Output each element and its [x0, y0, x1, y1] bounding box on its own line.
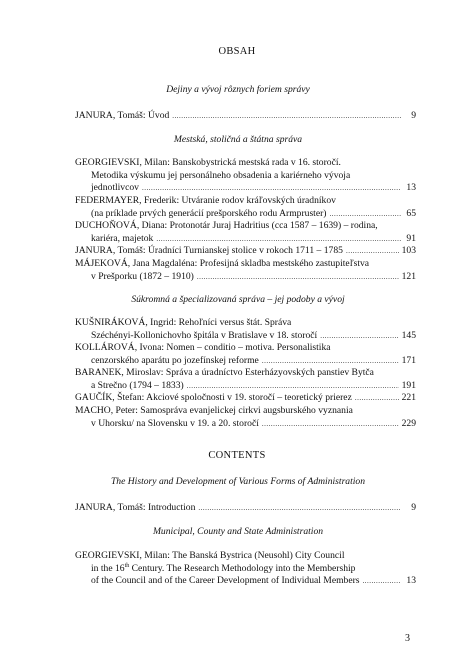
- entry-page: 145: [401, 329, 416, 341]
- leader-dots: [197, 271, 399, 284]
- leader-dots: [363, 575, 401, 588]
- entry-page: 221: [401, 392, 416, 403]
- contents-heading-sk: OBSAH: [218, 46, 256, 57]
- toc-entry[interactable]: [75, 502, 416, 515]
- toc-entry[interactable]: [75, 195, 416, 220]
- toc-entry[interactable]: [75, 317, 416, 342]
- entry-text: JANURA, Tomáš: Introduction: [75, 502, 196, 513]
- leader-dots: [346, 245, 399, 258]
- entry-text: FEDERMAYER, Frederik: Utváranie rodov kráľovských úradníkov: [75, 195, 336, 206]
- entry-page: 9: [411, 110, 416, 121]
- entry-page: 91: [406, 232, 416, 244]
- entry-text: Széchényi-Kollonichovho špitála v Bratislave v 18. storočí: [91, 329, 318, 341]
- entry-text: BARANEK, Miroslav: Správa a úradníctvo Esterházyovských panstiev Bytča: [75, 367, 374, 378]
- entry-text: JANURA, Tomáš: Úvod: [75, 110, 170, 121]
- entry-text: MÁJEKOVÁ, Jana Magdaléna: Profesijná skladba mestského zastupiteľstva: [75, 258, 370, 269]
- entry-text: in the 16th Century. The Research Methodology into the Membership: [91, 562, 356, 574]
- leader-dots: [330, 208, 402, 221]
- leader-dots: [156, 233, 401, 246]
- toc-entry[interactable]: [75, 157, 416, 195]
- toc-entry[interactable]: [75, 220, 416, 245]
- leader-dots: [262, 355, 399, 368]
- leader-dots: [142, 182, 401, 195]
- entry-text: of the Council and of the Career Development of Individual Members: [91, 575, 360, 587]
- toc-entry[interactable]: [75, 245, 416, 258]
- toc-entry[interactable]: [75, 405, 416, 430]
- leader-dots: [172, 110, 401, 123]
- leader-dots: [198, 502, 401, 515]
- entry-text: KUŠNIRÁKOVÁ, Ingrid: Rehoľníci versus štát. Správa: [75, 317, 292, 328]
- entry-text: GAUČÍK, Štefan: Akciové spoločnosti v 19. storočí – teoretický prierez: [75, 392, 352, 403]
- section-heading: The History and Development of Various Forms of Administration: [110, 476, 366, 487]
- entry-text: (na príklade prvých generácií prešporského rodu Armpruster): [91, 207, 327, 219]
- leader-dots: [187, 380, 399, 393]
- entry-page: 191: [401, 379, 416, 391]
- section-heading: Municipal, County and State Administration: [152, 526, 324, 537]
- leader-dots: [355, 392, 399, 405]
- section-heading: Mestská, stoličná a štátna správa: [173, 134, 303, 145]
- entry-text: MACHO, Peter: Samospráva evanjelickej cirkvi augsburského vyznania: [75, 405, 353, 416]
- entry-page: 171: [401, 354, 416, 366]
- toc-entry[interactable]: [75, 342, 416, 367]
- page-number: 3: [405, 633, 410, 644]
- entry-text: jednotlivcov: [91, 182, 139, 194]
- entry-page: 103: [401, 245, 416, 256]
- entry-text: GEORGIEVSKI, Milan: Banskobystrická mestská rada v 16. storočí.: [75, 157, 341, 168]
- toc-entry[interactable]: [75, 110, 416, 123]
- entry-page: 9: [411, 502, 416, 513]
- toc-entry[interactable]: [75, 550, 416, 588]
- entry-page: 121: [401, 270, 416, 282]
- entry-text: DUCHOŇOVÁ, Diana: Protonotár Juraj Hadritius (cca 1587 – 1639) – rodina,: [75, 220, 378, 231]
- entry-page: 229: [401, 417, 416, 429]
- entry-text: KOLLÁROVÁ, Ivona: Nomen – conditio – motiva. Personalistika: [75, 342, 331, 353]
- entry-text: a Strečno (1794 – 1833): [91, 379, 184, 391]
- toc-entry[interactable]: [75, 258, 416, 283]
- section-heading: Súkromná a špecializovaná správa – jej podoby a vývoj: [131, 294, 345, 305]
- entry-page: 13: [406, 182, 416, 194]
- entry-text: v Uhorsku/ na Slovensku v 19. a 20. storočí: [91, 417, 259, 429]
- section-heading: Dejiny a vývoj rôznych foriem správy: [166, 84, 310, 95]
- toc-entry[interactable]: [75, 392, 416, 405]
- entry-text: cenzorského aparátu po jozefínskej reforme: [91, 354, 259, 366]
- entry-page: 65: [406, 207, 416, 219]
- toc-entry[interactable]: [75, 367, 416, 392]
- entry-text: Metodika výskumu jej personálneho obsadenia a kariérneho vývoja: [91, 169, 351, 181]
- entry-text: JANURA, Tomáš: Úradníci Turnianskej stolice v rokoch 1711 – 1785: [75, 245, 343, 256]
- contents-heading-en: CONTENTS: [208, 450, 266, 461]
- leader-dots: [262, 418, 399, 431]
- entry-text: v Prešporku (1872 – 1910): [91, 270, 194, 282]
- entry-text: kariéra, majetok: [91, 232, 154, 244]
- leader-dots: [320, 330, 398, 343]
- entry-page: 13: [406, 575, 416, 587]
- entry-text: GEORGIEVSKI, Milan: The Banská Bystrica (Neusohl) City Council: [75, 550, 345, 561]
